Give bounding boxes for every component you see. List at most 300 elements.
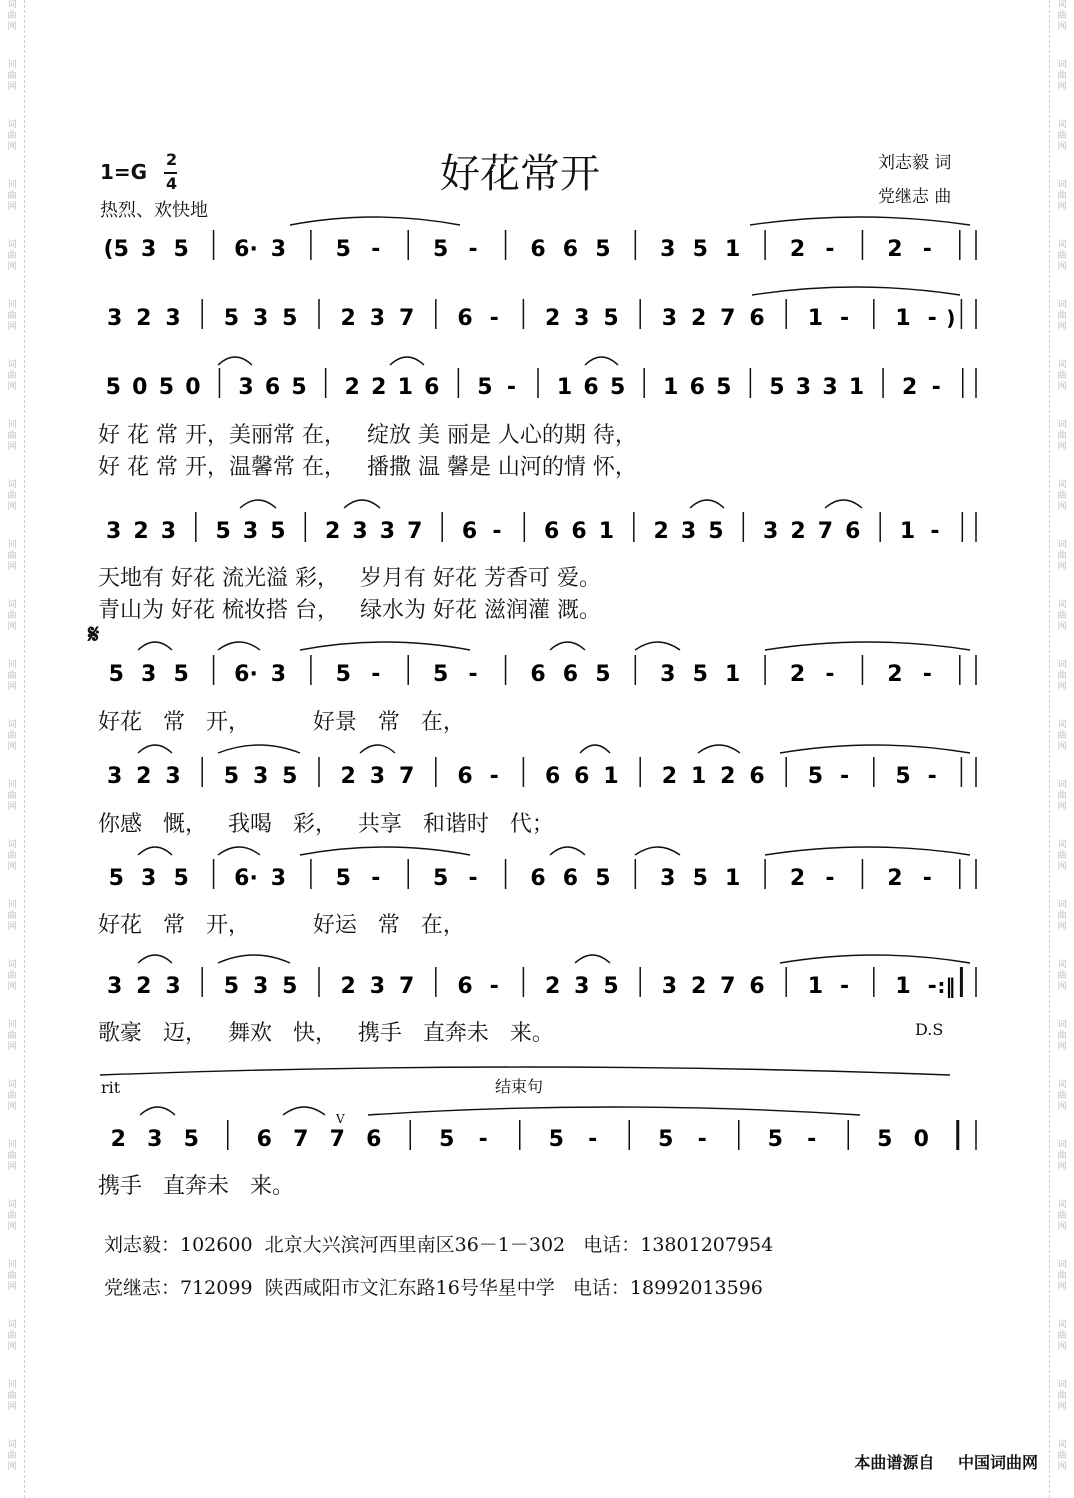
note: 6 [264,375,281,400]
dash-extension: - [825,662,835,687]
note: 6 [530,866,546,891]
note: 2 [340,764,356,789]
watermark-glyph: 词 曲 网 [7,480,17,512]
slur [300,642,470,650]
watermark-glyph: 词 曲 网 [1057,240,1067,272]
dash-extension: - [489,764,499,789]
dash-extension: - [930,519,940,544]
note: 5 [335,866,351,891]
watermark-glyph: 词 曲 网 [1057,660,1067,692]
watermark-glyph: 词 曲 网 [7,360,17,392]
note: 2 [887,662,903,687]
note: 6 [461,519,478,544]
dash-extension: - [922,237,932,262]
watermark-glyph: 词 曲 网 [7,600,17,632]
key-signature: 1=G [100,160,148,184]
note: 3 [160,519,177,544]
note: 3 [661,306,678,331]
note: 3 [106,306,123,331]
note: 5 [105,375,121,400]
slur [698,745,740,753]
slur [575,955,610,963]
note: 7 [407,519,423,544]
note: 2 [340,974,356,999]
watermark-glyph: 词 曲 网 [7,960,17,992]
slur [283,1107,325,1115]
note: 5 [477,375,493,400]
watermark-glyph: 词 曲 网 [1057,540,1067,572]
note: 1 [663,375,679,400]
source-site: 中国词曲网 [957,1453,1038,1472]
note: 6 [530,237,546,262]
note: 1 [895,974,911,999]
note: 3 [165,974,181,999]
slur [765,847,970,855]
watermark-glyph: 词 曲 网 [1057,1200,1067,1232]
note: 7 [293,1127,309,1152]
slur [344,500,380,508]
slur [765,642,970,650]
time-signature-top: 2 [166,150,178,169]
note: 6 [562,866,579,891]
note: 2 [136,974,152,999]
watermark-glyph: 词 曲 网 [1057,0,1067,32]
note: 3 [574,974,590,999]
watermark-glyph: 词 曲 网 [1057,120,1067,152]
note: 6 [562,237,579,262]
note: 3 [165,306,181,331]
slur [580,745,610,753]
note: 3 [795,375,812,400]
note: 3 [106,974,123,999]
slur [780,955,970,963]
watermark-glyph: 词 曲 网 [1057,1440,1067,1472]
watermark-glyph: 词 曲 网 [1057,1320,1067,1352]
note: 0 [132,375,148,400]
note: 5 [108,662,124,687]
note: 3 [661,974,678,999]
slur [240,500,276,508]
watermark-glyph: 词 曲 网 [1057,900,1067,932]
note: 3 [352,519,368,544]
note: 5 [548,1127,564,1152]
note: 5 [282,764,298,789]
dash-extension: - [468,662,478,687]
watermark-glyph: 词 曲 网 [1057,60,1067,92]
note: 6 [366,1127,382,1152]
note: 0 [913,1127,929,1152]
watermark-glyph: 词 曲 网 [7,1320,17,1352]
slur [635,847,680,855]
watermark-glyph: 词 曲 网 [7,780,17,812]
note: 3 [141,237,157,262]
note: 3 [369,306,386,331]
dash-extension: - [840,764,850,789]
watermark-glyph: 词 曲 网 [1057,1260,1067,1292]
dash-extension: - [840,306,850,331]
watermark-glyph: 词 曲 网 [7,1440,17,1472]
dash-extension: - [506,375,517,400]
note: 5 [335,237,351,262]
note: 5 [708,519,724,544]
note: 6 [424,375,440,400]
watermark-glyph: 词 曲 网 [1057,600,1067,632]
slur [218,955,290,963]
note: 6 [562,662,579,687]
watermark-glyph: 词 曲 网 [7,120,17,152]
lyric-row-3-verse-2: 好 花 常 开，温馨常 在， 播撒 温 馨是 山河的情 怀， [98,455,637,480]
note: 6 [583,375,599,400]
dash-extension: - [931,375,941,400]
slur [138,745,172,753]
note: 3 [147,1127,163,1152]
lyric-row-4-verse-2: 青山为 好花 梳妆搭 台， 绿水为 好花 滋润灌 溉。 [98,598,601,623]
slur [585,357,618,365]
watermark-glyph: 词 曲 网 [1057,420,1067,452]
note: 3 [252,974,269,999]
lyricist-credit: 刘志毅 词 [878,153,952,173]
note: 5 [158,375,175,400]
note: 2 [133,519,149,544]
note: 5 [173,237,189,262]
note: 7 [720,306,736,331]
watermark-glyph: 词 曲 网 [7,900,17,932]
note: 2 [690,974,707,999]
lyric-row-5: 好花 常 开， 好景 常 在， [98,710,465,735]
lyric-row-9: 携手 直奔未 来。 [98,1174,294,1199]
note: 7 [398,974,415,999]
slur [360,745,395,753]
note: 6· [234,237,258,262]
note: 2 [325,519,341,544]
note: 1 [725,662,741,687]
source-label: 本曲谱源自 [854,1453,935,1472]
note: 2 [544,974,561,999]
watermark-glyph: 词 曲 网 [1057,1020,1067,1052]
dash-extension: - [922,866,932,891]
note: 2 [136,764,152,789]
dash-extension: - [371,237,381,262]
dash-extension: - [807,1127,817,1152]
note: 3 [106,519,122,544]
note: 6 [574,764,590,789]
note: 1 [690,764,707,789]
dash-extension: - [697,1127,707,1152]
slur [218,642,260,650]
note: 2 [901,375,918,400]
slur [138,642,172,650]
note: 6 [530,662,546,687]
time-signature-bottom: 4 [166,174,178,193]
dash-extension: - [468,237,478,262]
note: 2 [371,375,387,400]
note: 2 [690,306,707,331]
note: 6 [749,306,765,331]
watermark-glyph: 词 曲 网 [7,1200,17,1232]
dash-extension: - [468,866,478,891]
watermark-glyph: 词 曲 网 [1057,300,1067,332]
dash-extension: - [588,1127,598,1152]
note: (5 [103,237,129,262]
source-credit [854,1450,1038,1473]
dash-extension: - [492,519,502,544]
watermark-glyph: 词 曲 网 [7,1260,17,1292]
note: 5 [769,375,785,400]
slur [218,847,260,855]
note: 5 [692,237,708,262]
note: 1 [397,375,413,400]
watermark-glyph: 词 曲 网 [1057,1380,1067,1412]
note: 5 [215,519,231,544]
watermark-glyph: 词 曲 网 [1057,1140,1067,1172]
note: 0 [185,375,201,400]
dash-extension: - [825,866,835,891]
note: 3 [369,974,386,999]
slur [290,217,460,225]
note: 2 [887,237,903,262]
note: 3 [379,519,396,544]
note: 5 [335,662,351,687]
slur [138,847,172,855]
note: 3 [165,764,181,789]
watermark-glyph: 词 曲 网 [7,180,17,212]
note: 1 [899,519,916,544]
note: 3 [660,662,676,687]
slur [690,500,724,508]
note: 3 [763,519,779,544]
note: 3 [660,866,676,891]
watermark-glyph: 词 曲 网 [7,420,17,452]
note: 2 [661,764,678,789]
note: 1 [895,306,911,331]
song-title: 好花常开 [440,151,600,197]
note: 5 [108,866,124,891]
note: 3 [680,519,697,544]
note: 3 [242,519,259,544]
note: 2 [344,375,360,400]
watermark-glyph: 词 曲 网 [1057,780,1067,812]
note: 6 [689,375,705,400]
note: 5 [291,375,307,400]
note: 5 [433,662,449,687]
note: 3 [238,375,254,400]
dash-extension: - [489,974,499,999]
note: 5 [603,306,619,331]
slur [368,1107,860,1115]
note: 2 [789,866,806,891]
note: 5 [716,375,732,400]
note: 3 [822,375,838,400]
lyric-row-7: 好花 常 开， 好运 常 在， [98,913,465,938]
watermark-glyph: 词 曲 网 [1057,360,1067,392]
note: 5 [223,306,240,331]
note: 5 [609,375,626,400]
note: 6· [234,866,258,891]
note: 5 [595,662,611,687]
note: 2 [653,519,669,544]
note: 3 [369,764,386,789]
note: 2 [790,519,806,544]
dash-extension: - [478,1127,488,1152]
watermark-glyph: 词 曲 网 [1057,840,1067,872]
note: 1 [807,974,824,999]
note: 2 [789,237,806,262]
note: 7 [398,764,415,789]
dash-extension: - [371,866,381,891]
slur [300,847,470,855]
note: 5 [439,1127,455,1152]
note: 3 [270,237,287,262]
slur [140,1107,175,1115]
note: 3 [270,662,287,687]
dash-extension: - [371,662,381,687]
note: 7 [398,306,415,331]
note: 3 [660,237,676,262]
note: 6 [544,519,560,544]
ending-phrase-label: 结束句 [495,1077,544,1096]
contact-lyricist: 刘志毅：102600 北京大兴滨河西里南区36－1－302 电话：13801207954 [104,1234,774,1256]
note: 6 [457,764,473,789]
note: 5 [692,866,708,891]
slur [390,357,424,365]
note: 5 [595,866,611,891]
lyric-row-4-verse-1: 天地有 好花 流光溢 彩， 岁月有 好花 芳香可 爱。 [98,566,601,591]
watermark-glyph: 词 曲 网 [7,300,17,332]
slur [750,217,970,225]
breath-mark: V [336,1112,345,1126]
segno-sign: 𝄋 [88,620,100,650]
note: 1 [848,375,865,400]
note: 2 [720,764,736,789]
note: 5 [767,1127,783,1152]
note: 5 [173,866,189,891]
note: 3 [574,306,590,331]
note: 6 [457,306,473,331]
lyric-row-8: 歌豪 迈， 舞欢 快， 携手 直奔未 来。 [98,1021,554,1046]
note: 6 [749,974,765,999]
note: 5 [603,974,619,999]
note: 6· [234,662,258,687]
watermark-glyph: 词 曲 网 [7,660,17,692]
watermark-glyph: 词 曲 网 [1057,480,1067,512]
dash-extension: - [927,974,937,999]
note: 5 [433,866,449,891]
slur [635,642,680,650]
note: 2 [110,1127,126,1152]
note: 5 [282,974,298,999]
note: 5 [877,1127,893,1152]
lyric-row-3-verse-1: 好 花 常 开，美丽常 在， 绽放 美 丽是 人心的期 待， [98,423,637,448]
composer-credit: 党继志 曲 [878,187,952,207]
watermark-glyph: 词 曲 网 [1057,960,1067,992]
note: 6 [457,974,473,999]
note: 5 [807,764,824,789]
note: 1 [725,237,741,262]
watermark-glyph: 词 曲 网 [7,240,17,272]
note: 6 [256,1127,272,1152]
slur [218,745,300,753]
slur [780,745,970,753]
dash-extension: - [927,306,937,331]
note: 3 [141,866,157,891]
lyric-row-6: 你感 慨， 我喝 彩， 共享 和谐时 代； [98,812,554,837]
dash-extension: - [840,974,850,999]
watermark-glyph: 词 曲 网 [7,1140,17,1172]
watermark-glyph: 词 曲 网 [7,720,17,752]
note: 1 [598,519,615,544]
note: 5 [895,764,911,789]
note: 5 [595,237,611,262]
watermark-glyph: 词 曲 网 [1057,1080,1067,1112]
note: 6 [571,519,587,544]
bar-symbol: :‖ [937,974,956,998]
slur [218,357,252,365]
note: 5 [223,764,240,789]
slur [138,955,172,963]
watermark-glyph: 词 曲 网 [7,0,17,32]
ritardando-mark: rit [101,1078,121,1097]
dash-extension: - [825,237,835,262]
note: 1 [603,764,619,789]
watermark-glyph: 词 曲 网 [1057,720,1067,752]
slur [550,847,585,855]
note: 5 [282,306,298,331]
dash-extension: - [489,306,499,331]
note: 5 [173,662,189,687]
watermark-glyph: 词 曲 网 [7,1380,17,1412]
watermark-glyph: 词 曲 网 [7,540,17,572]
note: 3 [252,306,269,331]
note: 5 [223,974,240,999]
note: 7 [720,974,736,999]
note: 2 [544,306,561,331]
slur [550,642,585,650]
dash-extension: - [922,662,932,687]
bar-symbol: ) [946,306,956,330]
slur [825,500,862,508]
note: 5 [270,519,286,544]
note: 3 [106,764,123,789]
watermark-glyph: 词 曲 网 [7,1080,17,1112]
slur [752,287,960,295]
contact-composer: 党继志：712099 陕西咸阳市文汇东路16号华星中学 电话：18992013596 [104,1277,763,1299]
note: 3 [252,764,269,789]
dash-extension: - [927,764,937,789]
note: 1 [556,375,573,400]
watermark-glyph: 词 曲 网 [7,1020,17,1052]
note: 2 [340,306,356,331]
watermark-glyph: 词 曲 网 [7,840,17,872]
note: 5 [183,1127,199,1152]
note: 7 [329,1127,345,1152]
note: 2 [789,662,806,687]
note: 3 [270,866,287,891]
watermark-glyph: 词 曲 网 [7,60,17,92]
note: 5 [433,237,449,262]
watermark-glyph: 词 曲 网 [1057,180,1067,212]
note: 2 [136,306,152,331]
note: 3 [141,662,157,687]
tempo-marking: 热烈、欢快地 [100,200,208,221]
note: 1 [807,306,824,331]
note: 6 [544,764,561,789]
note: 6 [845,519,861,544]
note: 5 [692,662,708,687]
note: 2 [887,866,903,891]
dal-segno-mark: D.S [915,1020,944,1039]
note: 1 [725,866,741,891]
note: 7 [817,519,834,544]
